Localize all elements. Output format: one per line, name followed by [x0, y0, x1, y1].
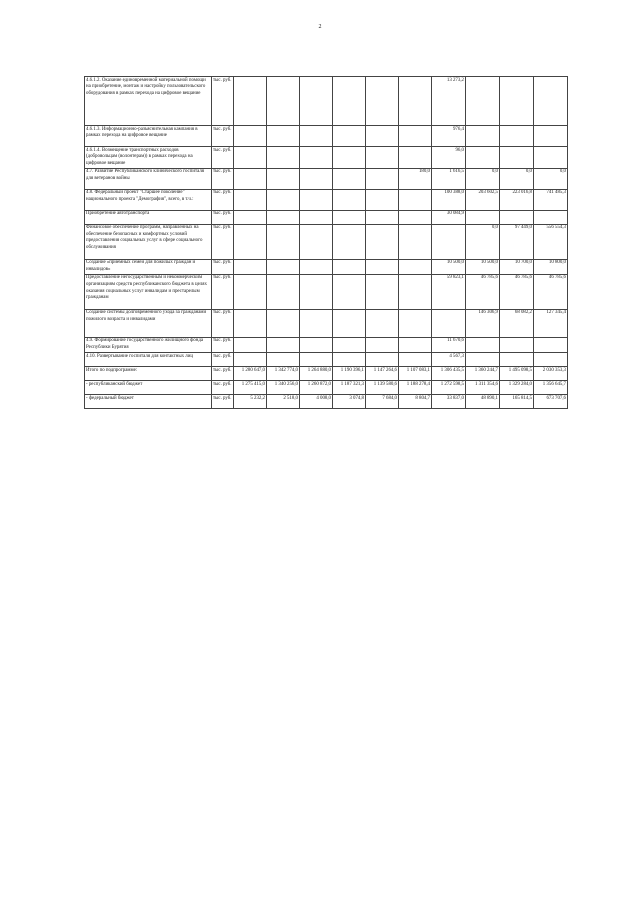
table-row: [85, 381, 568, 395]
table-row: [85, 210, 568, 224]
value-cell: [399, 210, 432, 224]
row-name-cell: Создание «приемных семей для пожилых граждан и инвалидов»: [85, 259, 212, 274]
value-cell: 30 084,9: [432, 210, 466, 224]
table-row: [85, 189, 568, 210]
value-cell: 165 814,5: [500, 395, 534, 409]
value-cell: [267, 353, 300, 367]
value-cell: 4 567,3: [432, 353, 466, 367]
value-cell: 223 016,8: [500, 189, 534, 210]
value-cell: 556 554,3: [534, 224, 568, 259]
row-unit-cell: тыс. руб.: [212, 210, 234, 224]
value-cell: [267, 224, 300, 259]
row-name-cell: 4.6.1.4. Возмещение транспортных расходов (добровольцам (волонтерам)) в рамках перехода на цифровое вещание: [85, 147, 212, 169]
value-cell: [534, 210, 568, 224]
value-cell: [234, 168, 267, 189]
value-cell: 2 518,0: [267, 395, 300, 409]
value-cell: [534, 147, 568, 169]
value-cell: 1 147 264,6: [366, 367, 399, 381]
value-cell: 673 707,6: [534, 395, 568, 409]
value-cell: [267, 210, 300, 224]
value-cell: [399, 274, 432, 309]
value-cell: [500, 210, 534, 224]
value-cell: [234, 353, 267, 367]
value-cell: [500, 77, 534, 126]
value-cell: 1 311 354,6: [466, 381, 500, 395]
row-name-cell: Предоставление негосударственным и некоммерческим организациям средств республиканского бюджета в целях оказания социальных услуг инвалидам и престарелым гражданам: [85, 274, 212, 309]
value-cell: 48 890,1: [466, 395, 500, 409]
value-cell: 0,0: [466, 224, 500, 259]
value-cell: [333, 126, 366, 147]
value-cell: [333, 353, 366, 367]
value-cell: 10 500,0: [466, 259, 500, 274]
budget-table-body: [85, 77, 568, 409]
value-cell: [234, 189, 267, 210]
value-cell: 1 329 284,0: [500, 381, 534, 395]
row-name-cell: Приобретение автотранспорта: [85, 210, 212, 224]
row-name-cell: 4.6.1.3. Информационно-разъяснительная кампания в рамках перехода на цифровое вещание: [85, 126, 212, 147]
value-cell: 180,0: [399, 168, 432, 189]
value-cell: [399, 224, 432, 259]
table-row: [85, 367, 568, 381]
row-unit-cell: тыс. руб.: [212, 274, 234, 309]
value-cell: [333, 168, 366, 189]
value-cell: 1 306 435,5: [432, 367, 466, 381]
value-cell: [432, 309, 466, 337]
value-cell: 0,0: [466, 168, 500, 189]
value-cell: 1 495 098,5: [500, 367, 534, 381]
value-cell: 97 449,0: [500, 224, 534, 259]
value-cell: 7 684,0: [366, 395, 399, 409]
value-cell: [466, 353, 500, 367]
row-name-cell: 4.8. Федеральный проект "Старшее поколение" национального проекта "Демография", всего, в т.ч.:: [85, 189, 212, 210]
value-cell: 96,0: [432, 147, 466, 169]
value-cell: [366, 126, 399, 147]
value-cell: 46 785,6: [534, 274, 568, 309]
value-cell: [366, 168, 399, 189]
value-cell: 1 264 880,0: [300, 367, 333, 381]
row-name-cell: Создание системы долговременного ухода за гражданами пожилого возраста и инвалидами: [85, 309, 212, 337]
value-cell: [333, 189, 366, 210]
value-cell: 1 356 645,7: [534, 381, 568, 395]
value-cell: 1 340 256,0: [267, 381, 300, 395]
value-cell: [300, 337, 333, 352]
value-cell: [399, 147, 432, 169]
table-row: [85, 259, 568, 274]
value-cell: 1 360 244,7: [466, 367, 500, 381]
value-cell: [466, 210, 500, 224]
value-cell: [267, 77, 300, 126]
row-unit-cell: тыс. руб.: [212, 367, 234, 381]
value-cell: [333, 77, 366, 126]
value-cell: [366, 353, 399, 367]
value-cell: [366, 337, 399, 352]
value-cell: [366, 147, 399, 169]
value-cell: 1 260 872,0: [300, 381, 333, 395]
value-cell: [333, 259, 366, 274]
value-cell: [300, 147, 333, 169]
value-cell: [234, 126, 267, 147]
value-cell: 1 188 278,4: [399, 381, 432, 395]
value-cell: [466, 126, 500, 147]
value-cell: 11 670,6: [432, 337, 466, 352]
value-cell: 1 275 415,0: [234, 381, 267, 395]
value-cell: [300, 224, 333, 259]
row-name-cell: 4.7. Развитие Республиканского клинического госпиталя для ветеранов войны: [85, 168, 212, 189]
row-unit-cell: тыс. руб.: [212, 353, 234, 367]
value-cell: [234, 274, 267, 309]
value-cell: [399, 309, 432, 337]
value-cell: [333, 210, 366, 224]
value-cell: [333, 309, 366, 337]
value-cell: [234, 77, 267, 126]
value-cell: [366, 189, 399, 210]
value-cell: [300, 189, 333, 210]
value-cell: [333, 224, 366, 259]
value-cell: [399, 353, 432, 367]
value-cell: 59 823,1: [432, 274, 466, 309]
value-cell: [500, 337, 534, 352]
value-cell: 1 342 774,0: [267, 367, 300, 381]
value-cell: [366, 259, 399, 274]
value-cell: [267, 147, 300, 169]
row-name-cell: Итого по подпрограмме:: [85, 367, 212, 381]
value-cell: [500, 353, 534, 367]
value-cell: [534, 337, 568, 352]
value-cell: [399, 337, 432, 352]
budget-table: [84, 76, 568, 409]
value-cell: 976,4: [432, 126, 466, 147]
row-unit-cell: тыс. руб.: [212, 189, 234, 210]
value-cell: 68 082,2: [500, 309, 534, 337]
value-cell: [300, 309, 333, 337]
value-cell: 1 187 321,3: [333, 381, 366, 395]
value-cell: 0,0: [500, 168, 534, 189]
value-cell: [366, 224, 399, 259]
value-cell: [399, 189, 432, 210]
table-row: [85, 353, 568, 367]
value-cell: 10 500,0: [432, 259, 466, 274]
value-cell: [300, 274, 333, 309]
value-cell: [234, 210, 267, 224]
row-unit-cell: тыс. руб.: [212, 224, 234, 259]
row-name-cell: - республиканский бюджет: [85, 381, 212, 395]
value-cell: [333, 274, 366, 309]
value-cell: 146 306,9: [466, 309, 500, 337]
value-cell: [366, 210, 399, 224]
value-cell: [399, 126, 432, 147]
value-cell: 10 800,0: [534, 259, 568, 274]
table-row: [85, 224, 568, 259]
value-cell: [234, 337, 267, 352]
row-name-cell: Финансовое обеспечение программ, направленных на обеспечение безопасных и комфортных условий предоставления социальных услуг в сфере социального обслуживания: [85, 224, 212, 259]
value-cell: 13 273,2: [432, 77, 466, 126]
row-unit-cell: тыс. руб.: [212, 309, 234, 337]
table-row: [85, 337, 568, 352]
value-cell: [300, 77, 333, 126]
row-name-cell: - федеральный бюджет: [85, 395, 212, 409]
value-cell: [234, 259, 267, 274]
row-name-cell: 4.10. Развертывание госпиталя для контактных лиц: [85, 353, 212, 367]
row-unit-cell: тыс. руб.: [212, 77, 234, 126]
value-cell: 1 616,5: [432, 168, 466, 189]
value-cell: [399, 259, 432, 274]
value-cell: [267, 259, 300, 274]
value-cell: [500, 147, 534, 169]
value-cell: [466, 337, 500, 352]
value-cell: 1 107 083,1: [399, 367, 432, 381]
value-cell: [267, 274, 300, 309]
value-cell: [234, 147, 267, 169]
value-cell: [267, 126, 300, 147]
value-cell: 0,0: [534, 168, 568, 189]
value-cell: 127 345,4: [534, 309, 568, 337]
value-cell: [234, 309, 267, 337]
value-cell: [267, 337, 300, 352]
value-cell: [534, 353, 568, 367]
value-cell: 100 388,0: [432, 189, 466, 210]
value-cell: [500, 126, 534, 147]
value-cell: 8 804,7: [399, 395, 432, 409]
value-cell: 2 030 353,3: [534, 367, 568, 381]
row-unit-cell: тыс. руб.: [212, 337, 234, 352]
value-cell: 46 785,6: [466, 274, 500, 309]
value-cell: 741 485,3: [534, 189, 568, 210]
value-cell: [333, 337, 366, 352]
table-row: [85, 126, 568, 147]
value-cell: 203 602,5: [466, 189, 500, 210]
value-cell: 1 280 647,0: [234, 367, 267, 381]
row-unit-cell: тыс. руб.: [212, 381, 234, 395]
row-unit-cell: тыс. руб.: [212, 395, 234, 409]
value-cell: 1 139 580,6: [366, 381, 399, 395]
value-cell: 1 190 396,1: [333, 367, 366, 381]
value-cell: [267, 168, 300, 189]
value-cell: [432, 224, 466, 259]
value-cell: [333, 147, 366, 169]
table-row: [85, 309, 568, 337]
row-unit-cell: тыс. руб.: [212, 126, 234, 147]
table-row: [85, 274, 568, 309]
value-cell: 1 272 598,5: [432, 381, 466, 395]
value-cell: 5 232,2: [234, 395, 267, 409]
value-cell: [366, 77, 399, 126]
value-cell: [234, 224, 267, 259]
value-cell: [300, 259, 333, 274]
value-cell: [466, 147, 500, 169]
value-cell: [534, 77, 568, 126]
row-name-cell: 4.9. Формирование государственного жилищного фонда Республики Бурятия: [85, 337, 212, 352]
value-cell: [366, 274, 399, 309]
table-row: [85, 147, 568, 169]
value-cell: [366, 309, 399, 337]
value-cell: 4 008,0: [300, 395, 333, 409]
page-number: 2: [318, 24, 322, 30]
value-cell: [534, 126, 568, 147]
value-cell: [300, 126, 333, 147]
value-cell: 3 074,8: [333, 395, 366, 409]
row-unit-cell: тыс. руб.: [212, 168, 234, 189]
row-name-cell: 4.6.1.2. Оказание единовременной материальной помощи на приобретение, монтаж и настройку пользовательского оборудования в рамках перехода на цифровое вещание: [85, 77, 212, 126]
value-cell: 46 785,6: [500, 274, 534, 309]
row-unit-cell: тыс. руб.: [212, 147, 234, 169]
table-row: [85, 168, 568, 189]
value-cell: [399, 77, 432, 126]
value-cell: [300, 210, 333, 224]
table-row: [85, 395, 568, 409]
value-cell: [300, 168, 333, 189]
value-cell: [300, 353, 333, 367]
value-cell: [466, 77, 500, 126]
row-unit-cell: тыс. руб.: [212, 259, 234, 274]
value-cell: 33 837,0: [432, 395, 466, 409]
value-cell: 10 700,0: [500, 259, 534, 274]
value-cell: [267, 309, 300, 337]
value-cell: [267, 189, 300, 210]
table-row: [85, 77, 568, 126]
